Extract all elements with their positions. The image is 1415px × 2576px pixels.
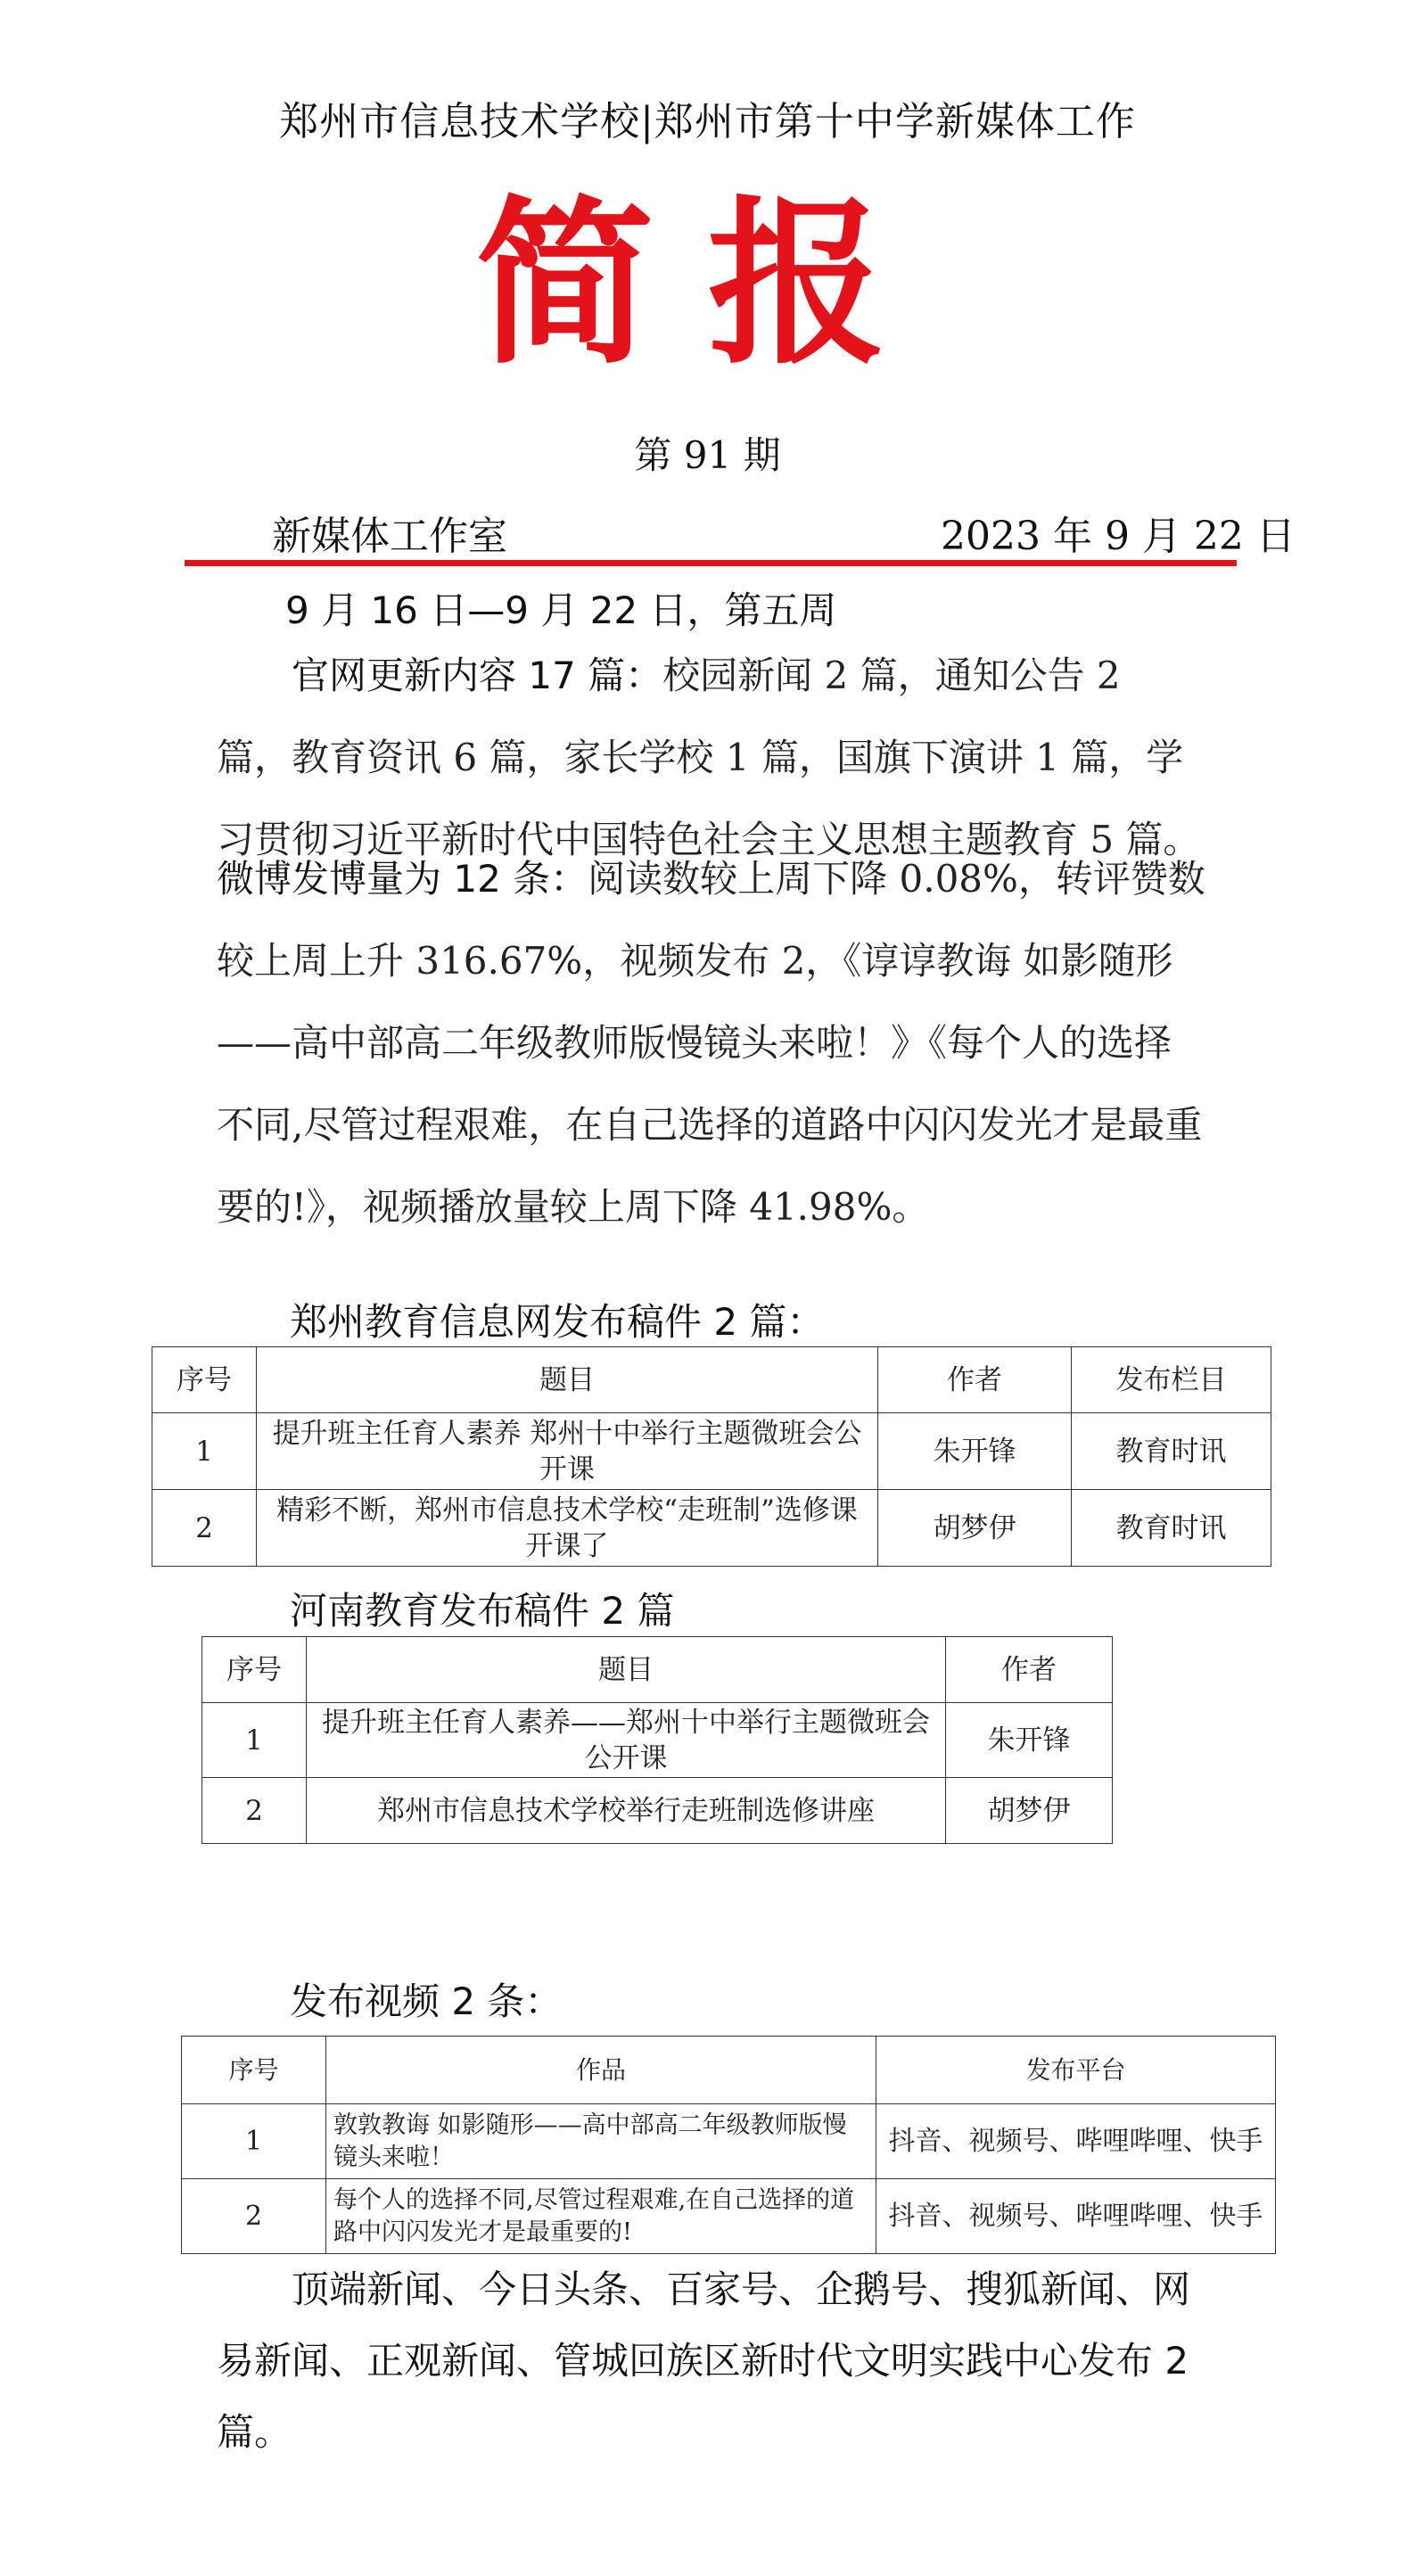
table-header-row: [182, 2037, 1276, 2104]
col-header: 作者: [878, 1347, 1072, 1413]
bulletin-title: 简报: [475, 181, 940, 389]
cell-author: 朱开锋: [946, 1703, 1113, 1778]
table-videos: [181, 2036, 1276, 2254]
table-row: [202, 1778, 1113, 1844]
studio-name: 新媒体工作室: [272, 514, 507, 559]
cell-title: 提升班主任育人素养 郑州十中举行主题微班会公开课: [257, 1413, 878, 1490]
table-row: [152, 1413, 1271, 1490]
cell-platforms: 抖音、视频号、哔哩哔哩、快手: [876, 2104, 1276, 2179]
cell-index: 2: [152, 1490, 257, 1567]
col-header: 题目: [307, 1637, 946, 1703]
cell-index: 1: [152, 1413, 257, 1490]
week-line: 9 月 16 日—9 月 22 日，第五周: [285, 588, 837, 632]
cell-index: 1: [182, 2104, 326, 2179]
col-header: 作品: [326, 2037, 876, 2104]
cell-index: 2: [202, 1778, 307, 1844]
cell-column: 教育时讯: [1072, 1413, 1271, 1490]
table-header-row: [202, 1637, 1113, 1703]
col-header: 序号: [182, 2037, 326, 2104]
cell-column: 教育时讯: [1072, 1490, 1271, 1567]
col-header: 发布栏目: [1072, 1347, 1271, 1413]
cell-title: 精彩不断，郑州市信息技术学校“走班制”选修课开课了: [257, 1490, 878, 1567]
cell-author: 胡梦伊: [878, 1490, 1072, 1567]
cell-title: 提升班主任育人素养——郑州十中举行主题微班会公开课: [307, 1703, 946, 1778]
table-row: [182, 2179, 1276, 2254]
cell-author: 胡梦伊: [946, 1778, 1113, 1844]
cell-title: 郑州市信息技术学校举行走班制选修讲座: [307, 1778, 946, 1844]
table1-title: 郑州教育信息网发布稿件 2 篇：: [290, 1300, 825, 1344]
table-header-row: [152, 1347, 1271, 1413]
cell-platforms: 抖音、视频号、哔哩哔哩、快手: [876, 2179, 1276, 2254]
col-header: 发布平台: [876, 2037, 1276, 2104]
final-paragraph: 顶端新闻、今日头条、百家号、企鹅号、搜狐新闻、网易新闻、正观新闻、管城回族区新时代文明实践中心发布 2 篇。: [217, 2267, 1191, 2454]
col-header: 序号: [202, 1637, 307, 1703]
red-divider: [185, 560, 1237, 566]
col-header: 序号: [152, 1347, 257, 1413]
cell-work: 敦敦教诲 如影随形——高中部高二年级教师版慢镜头来啦！: [326, 2104, 876, 2179]
weibo-text: 阅读数较上周下降 0.08%，转评赞数较上周上升 316.67%，视频发布 2，《谆谆教诲 如影随形——高中部高二年级教师版慢镜头来啦！》《每个人的选择不同,尽管过程艰难，在自己选择的道路中闪闪发光才是最重要的!》，视频播放量较上周下降 41.98%。: [217, 857, 1205, 1229]
table-row: [202, 1703, 1113, 1778]
table-zhengzhou-edu: [152, 1346, 1271, 1567]
cell-work: 每个人的选择不同,尽管过程艰难,在自己选择的道路中闪闪发光才是最重要的!: [326, 2179, 876, 2254]
col-header: 题目: [257, 1347, 878, 1413]
table-row: [152, 1490, 1271, 1567]
col-header: 作者: [946, 1637, 1113, 1703]
cell-index: 1: [202, 1703, 307, 1778]
cell-author: 朱开锋: [878, 1413, 1072, 1490]
website-lead: 官网更新内容 17 篇：: [292, 654, 663, 697]
issue-number: 第 91 期: [634, 433, 781, 477]
table2-title: 河南教育发布稿件 2 篇: [290, 1589, 675, 1633]
table-henan-edu: [202, 1636, 1113, 1844]
weibo-paragraph: [217, 838, 1206, 1248]
weibo-lead: 微博发博量为 12 条：: [217, 857, 588, 901]
website-text: 校园新闻 2 篇，通知公告 2 篇，教育资讯 6 篇，家长学校 1 篇，国旗下演讲 1 篇，学习贯彻习近平新时代中国特色社会主义思想主题教育 5 篇。: [217, 654, 1201, 861]
cell-index: 2: [182, 2179, 326, 2254]
table-row: [182, 2104, 1276, 2179]
org-line: 郑州市信息技术学校|郑州市第十中学新媒体工作: [279, 99, 1136, 144]
table3-title: 发布视频 2 条：: [290, 1979, 563, 2023]
bulletin-date: 2023 年 9 月 22 日: [941, 514, 1296, 559]
